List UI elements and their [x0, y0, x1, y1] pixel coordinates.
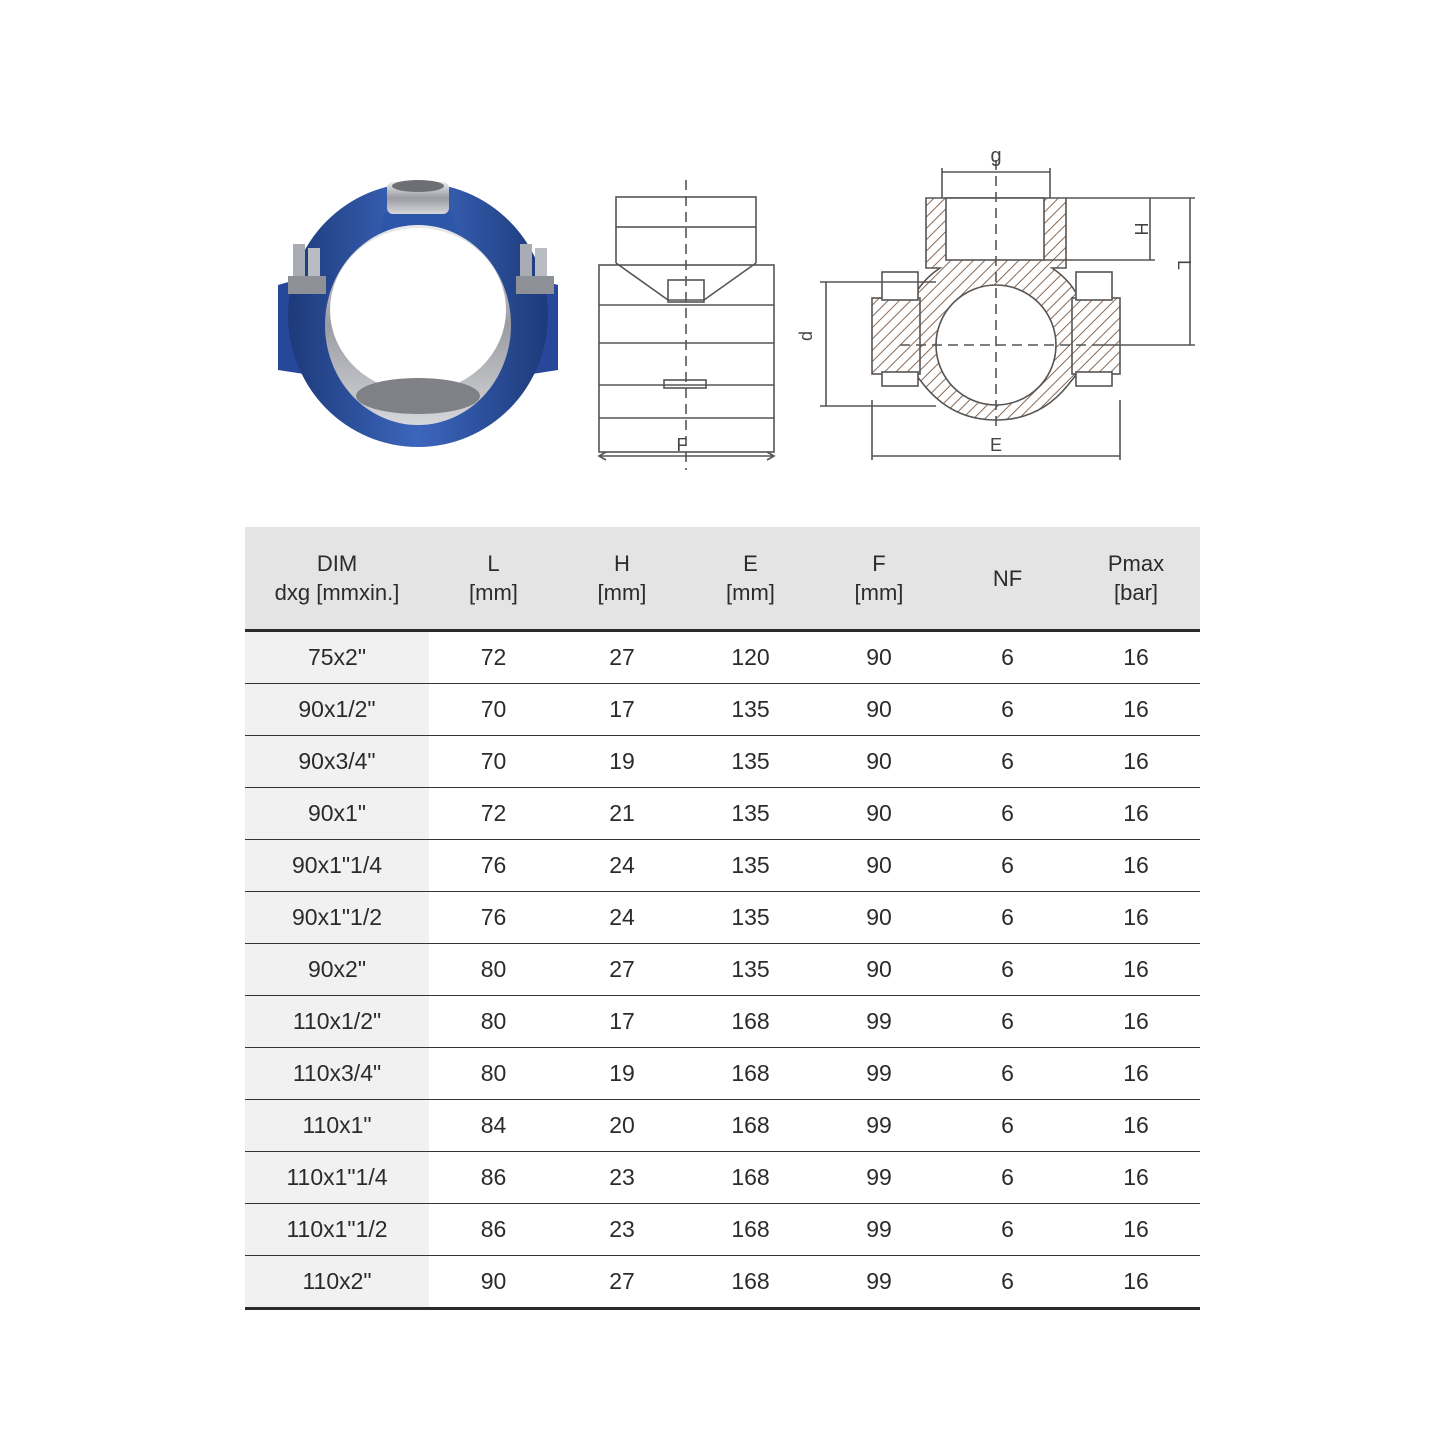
cell-f: 90 [815, 788, 943, 840]
dim-label-g: g [990, 145, 1002, 167]
table-row [245, 736, 1200, 788]
col-header-f: F [mm] [815, 527, 943, 631]
cell-f: 99 [815, 1048, 943, 1100]
cell-dim: 110x1"1/2 [245, 1204, 429, 1256]
cell-dim: 110x2" [245, 1256, 429, 1309]
cell-pmax: 16 [1072, 944, 1200, 996]
cell-nf: 6 [943, 1204, 1072, 1256]
product-figure [0, 0, 1445, 500]
cell-l: 86 [429, 1152, 558, 1204]
cell-dim: 90x1/2" [245, 684, 429, 736]
spec-table [245, 527, 1200, 1310]
cell-dim: 90x1"1/2 [245, 892, 429, 944]
cell-pmax: 16 [1072, 1048, 1200, 1100]
table-row [245, 996, 1200, 1048]
cell-f: 99 [815, 1204, 943, 1256]
cell-h: 20 [558, 1100, 686, 1152]
cell-f: 90 [815, 892, 943, 944]
cell-dim: 90x2" [245, 944, 429, 996]
cell-nf: 6 [943, 1048, 1072, 1100]
cell-l: 84 [429, 1100, 558, 1152]
dim-label-f: F [676, 435, 688, 455]
cell-dim: 90x1"1/4 [245, 840, 429, 892]
cell-h: 27 [558, 944, 686, 996]
cell-nf: 6 [943, 1152, 1072, 1204]
table-row [245, 1256, 1200, 1309]
cell-e: 135 [686, 736, 815, 788]
cell-dim: 90x3/4" [245, 736, 429, 788]
col-header-l: L [mm] [429, 527, 558, 631]
cell-nf: 6 [943, 736, 1072, 788]
product-photo [278, 180, 558, 447]
cell-nf: 6 [943, 840, 1072, 892]
table-row [245, 631, 1200, 684]
cell-h: 24 [558, 840, 686, 892]
col-header-dim: DIM dxg [mmxin.] [245, 527, 429, 631]
table-row [245, 892, 1200, 944]
cell-dim: 110x3/4" [245, 1048, 429, 1100]
cell-pmax: 16 [1072, 840, 1200, 892]
cell-pmax: 16 [1072, 996, 1200, 1048]
col-header-pmax: Pmax [bar] [1072, 527, 1200, 631]
cell-f: 90 [815, 840, 943, 892]
cell-e: 168 [686, 1204, 815, 1256]
table-row [245, 1100, 1200, 1152]
cell-dim: 75x2" [245, 631, 429, 684]
cell-l: 72 [429, 631, 558, 684]
cell-l: 76 [429, 840, 558, 892]
dim-label-e: E [989, 435, 1003, 455]
cell-e: 135 [686, 840, 815, 892]
cell-dim: 110x1"1/4 [245, 1152, 429, 1204]
table-row [245, 1204, 1200, 1256]
cell-e: 120 [686, 631, 815, 684]
cell-dim: 110x1/2" [245, 996, 429, 1048]
col-header-e: E [mm] [686, 527, 815, 631]
cell-h: 27 [558, 631, 686, 684]
table-row [245, 1152, 1200, 1204]
cell-pmax: 16 [1072, 684, 1200, 736]
cell-dim: 90x1" [245, 788, 429, 840]
table-row [245, 1048, 1200, 1100]
cell-nf: 6 [943, 892, 1072, 944]
dim-label-d: d [796, 330, 816, 342]
cell-nf: 6 [943, 944, 1072, 996]
cell-h: 17 [558, 996, 686, 1048]
cell-e: 168 [686, 1100, 815, 1152]
cell-l: 90 [429, 1256, 558, 1309]
col-header-h: H [mm] [558, 527, 686, 631]
cell-nf: 6 [943, 684, 1072, 736]
cell-e: 135 [686, 788, 815, 840]
cell-l: 70 [429, 736, 558, 788]
table-row [245, 840, 1200, 892]
dim-label-l: L [1174, 259, 1194, 271]
cell-e: 135 [686, 944, 815, 996]
cell-pmax: 16 [1072, 1204, 1200, 1256]
cell-f: 90 [815, 944, 943, 996]
cell-f: 99 [815, 996, 943, 1048]
side-view-drawing [599, 180, 774, 470]
cell-e: 168 [686, 1256, 815, 1309]
cell-e: 168 [686, 1152, 815, 1204]
table-header-row [245, 527, 1200, 631]
cell-f: 90 [815, 631, 943, 684]
cell-pmax: 16 [1072, 1152, 1200, 1204]
cell-pmax: 16 [1072, 736, 1200, 788]
cell-pmax: 16 [1072, 788, 1200, 840]
cell-l: 72 [429, 788, 558, 840]
cell-e: 168 [686, 1048, 815, 1100]
cell-h: 21 [558, 788, 686, 840]
cell-l: 70 [429, 684, 558, 736]
cell-pmax: 16 [1072, 892, 1200, 944]
cell-h: 19 [558, 736, 686, 788]
cell-pmax: 16 [1072, 1100, 1200, 1152]
cell-h: 17 [558, 684, 686, 736]
cell-h: 19 [558, 1048, 686, 1100]
cell-l: 76 [429, 892, 558, 944]
cell-f: 90 [815, 684, 943, 736]
cell-e: 135 [686, 684, 815, 736]
cell-nf: 6 [943, 1256, 1072, 1309]
table-row [245, 944, 1200, 996]
cell-h: 27 [558, 1256, 686, 1309]
section-view-drawing [820, 160, 1195, 460]
cell-l: 80 [429, 996, 558, 1048]
cell-dim: 110x1" [245, 1100, 429, 1152]
cell-f: 99 [815, 1152, 943, 1204]
cell-f: 90 [815, 736, 943, 788]
cell-l: 80 [429, 1048, 558, 1100]
table-row [245, 684, 1200, 736]
cell-pmax: 16 [1072, 631, 1200, 684]
cell-nf: 6 [943, 788, 1072, 840]
cell-e: 168 [686, 996, 815, 1048]
cell-l: 80 [429, 944, 558, 996]
dim-label-h: H [1131, 222, 1151, 236]
cell-nf: 6 [943, 996, 1072, 1048]
cell-h: 23 [558, 1152, 686, 1204]
table-body [245, 631, 1200, 1309]
cell-h: 24 [558, 892, 686, 944]
cell-pmax: 16 [1072, 1256, 1200, 1309]
cell-e: 135 [686, 892, 815, 944]
col-header-nf: NF [943, 527, 1072, 631]
cell-nf: 6 [943, 631, 1072, 684]
cell-f: 99 [815, 1256, 943, 1309]
cell-nf: 6 [943, 1100, 1072, 1152]
table-row [245, 788, 1200, 840]
cell-f: 99 [815, 1100, 943, 1152]
cell-l: 86 [429, 1204, 558, 1256]
cell-h: 23 [558, 1204, 686, 1256]
